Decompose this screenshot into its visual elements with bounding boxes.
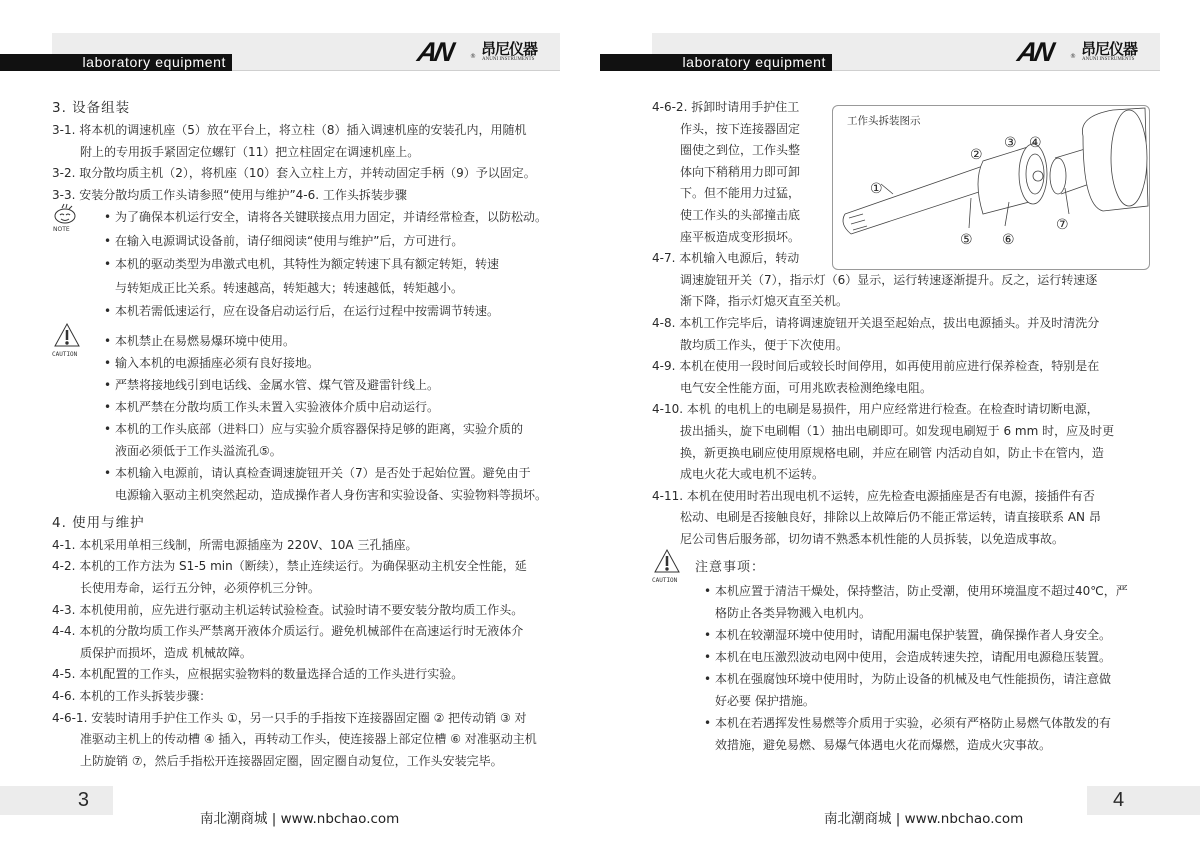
svg-text:CAUTION: CAUTION xyxy=(652,577,678,585)
instruction-item xyxy=(52,686,552,708)
instruction-item xyxy=(52,664,552,686)
footer-text: 南北潮商城 | www.nbchao.com xyxy=(824,811,1024,827)
instruction-item xyxy=(52,185,552,207)
text-line: 4-6-2. 拆卸时请用手护住工 xyxy=(652,100,800,114)
bullet-line xyxy=(52,352,552,374)
logo-en: ANUNI INSTRUMENTS xyxy=(1082,57,1135,62)
page-content xyxy=(52,97,552,772)
instruction-item xyxy=(52,120,552,163)
header-label: laboratory equipment xyxy=(600,54,832,71)
caution-block xyxy=(652,556,1152,756)
bullet-text: 与转矩成正比关系。转速越高，转矩越大；转速越低，转矩越小。 xyxy=(115,280,464,295)
text-line: 换，新更换电刷应使用原规格电刷，并应在刷管 内活动自如，防止卡在管内，造 xyxy=(680,445,1104,460)
bullet-dot: • xyxy=(104,210,112,225)
svg-text:CAUTION: CAUTION xyxy=(52,350,78,358)
bullet-line xyxy=(652,668,1152,690)
callout-5: ⑤ xyxy=(960,232,973,248)
bullet-text: 在输入电源调试设备前，请仔细阅读“使用与维护”后，方可进行。 xyxy=(115,233,464,248)
footer-text: 南北潮商城 | www.nbchao.com xyxy=(200,811,400,827)
text-line: 上防旋销 ⑦，然后手指松开连接器固定圈，固定圈自动复位，工作头安装完毕。 xyxy=(80,753,503,768)
bullet-line xyxy=(52,418,552,440)
bullet-line xyxy=(652,646,1152,668)
callout-1: ① xyxy=(870,181,883,197)
bullet-text: 好必要 保护措施。 xyxy=(715,694,815,709)
instruction-item xyxy=(52,708,552,773)
logo-mark: AN xyxy=(1014,37,1055,67)
bullet-text: 本机输入电源前，请认真检查调速旋钮开关（7）是否处于起始位置。避免由于 xyxy=(115,465,531,480)
bullet-text: 本机在电压激烈波动电网中使用，会造成转速失控，请配用电源稳压装置。 xyxy=(715,650,1112,665)
header-label: laboratory equipment xyxy=(0,54,232,71)
instruction-item xyxy=(652,356,1152,399)
bullet-line xyxy=(52,330,552,352)
logo-cn: 昂尼仪器 xyxy=(481,40,538,58)
bullet-dot: • xyxy=(104,333,112,348)
logo-cn: 昂尼仪器 xyxy=(1081,40,1138,58)
bullet-text: 本机禁止在易燃易爆环境中使用。 xyxy=(115,333,296,348)
text-line: 拔出插头，旋下电刷帽（1）抽出电刷即可。如发现电刷短于 6 mm 时，应及时更 xyxy=(680,423,1115,438)
text-line: 使工作头的头部撞击底 xyxy=(680,207,801,222)
callout-2: ② xyxy=(970,147,983,163)
bullet-line xyxy=(52,300,552,324)
text-line: 电气安全性能方面，可用兆欧表检测绝缘电阻。 xyxy=(680,380,933,395)
text-line: 4. 使用与维护 xyxy=(52,514,145,531)
bullet-line xyxy=(652,690,1152,712)
work-head-diagram xyxy=(832,105,1150,270)
bullet-text: 本机在强腐蚀环境中使用时，为防止设备的机械及电气性能损伤，请注意做 xyxy=(715,672,1112,687)
instruction-item xyxy=(52,621,552,664)
bullet-dot: • xyxy=(104,465,112,480)
instruction-item xyxy=(652,313,1152,356)
text-line: 4-4. 本机的分散均质工作头严禁离开液体介质运行。避免机械部件在高速运行时无液体介 xyxy=(52,624,524,639)
callout-6: ⑥ xyxy=(1002,232,1015,248)
bullet-text: 严禁将接地线引到电话线、金属水管、煤气管及避雷针线上。 xyxy=(115,377,440,392)
instruction-item xyxy=(52,600,552,622)
text-line: 4-5. 本机配置的工作头，应根据实验物料的数量选择合适的工作头进行实验。 xyxy=(52,667,464,682)
text-line: 4-6-1. 安装时请用手护住工作头 ①，另一只手的手指按下连接器固定圈 ② 把传动销 ③ 对 xyxy=(52,710,527,725)
bullet-dot: • xyxy=(704,584,712,599)
bullet-text: 本机的工作头底部（进料口）应与实验介质容器保持足够的距离，实验介质的 xyxy=(115,421,524,436)
bullet-dot: • xyxy=(704,672,712,687)
text-line: 尼公司售后服务部，切勿请不熟悉本机性能的人员拆装，以免造成事故。 xyxy=(680,531,1065,546)
bullet-line xyxy=(652,624,1152,646)
bullet-dot: • xyxy=(104,355,112,370)
text-line: 松动、电刷是否接触良好，排除以上故障后仍不能正常运转，请直接联系 AN 昂 xyxy=(680,510,1101,525)
logo-reg: ® xyxy=(470,53,476,60)
text-line: 3. 设备组装 xyxy=(52,100,131,116)
bullet-dot: • xyxy=(704,716,712,731)
text-line: 准驱动主机上的传动槽 ④ 插入，再转动工作头，使连接器上部定位槽 ⑥ 对准驱动主机 xyxy=(80,732,537,747)
bullet-line xyxy=(652,602,1152,624)
section-heading xyxy=(52,512,552,535)
bullet-text: 本机应置于清洁干燥处，保持整洁，防止受潮，使用环境温度不超过40℃，严 xyxy=(715,584,1128,599)
text-line: 4-6. 本机的工作头拆装步骤： xyxy=(52,689,212,704)
callout-7: ⑦ xyxy=(1056,217,1069,233)
bullet-line xyxy=(52,206,552,233)
bullet-text: 本机的驱动类型为串激式电机，其特性为额定转速下具有额定转矩，转速 xyxy=(115,257,500,272)
bullet-dot: • xyxy=(104,399,112,414)
bullet-text: 为了确保本机运行安全，请将各关键联接点用力固定，并请经常检查，以防松动。 xyxy=(115,210,548,225)
bullet-text: 效措施，避免易燃、易爆气体遇电火花而爆燃，造成火灾事故。 xyxy=(715,738,1052,753)
instruction-item xyxy=(652,399,1152,485)
text-line: 体向下稍稍用力即可卸 xyxy=(680,164,801,179)
text-line: 4-7. 本机输入电源后，转动 xyxy=(652,251,800,266)
svg-text:NOTE: NOTE xyxy=(53,226,70,233)
bullet-line xyxy=(52,253,552,277)
text-line: 4-1. 本机采用单相三线制，所需电源插座为 220V、10A 三孔插座。 xyxy=(52,537,418,552)
bullet-line xyxy=(52,230,552,254)
text-line: 圈使之到位，工作头整 xyxy=(680,143,801,158)
text-line: 渐下降，指示灯熄灭直至关机。 xyxy=(680,294,849,309)
text-line: 作头，按下连接器固定 xyxy=(680,121,801,136)
logo-mark: AN xyxy=(414,37,455,67)
bullet-text: 格防止各类异物溅入电机内。 xyxy=(715,606,872,621)
section-heading xyxy=(52,97,552,120)
instruction-item xyxy=(52,556,552,599)
bullet-line xyxy=(52,374,552,396)
text-line: 质保护而损坏，造成 机械故障。 xyxy=(80,645,252,660)
page-number: 3 xyxy=(0,786,113,815)
bullet-line xyxy=(52,440,552,462)
bullet-line xyxy=(652,580,1152,602)
bullet-dot: • xyxy=(104,233,112,248)
text-line: 3-2. 取分散均质主机（2），将机座（10）套入立柱上方，并转动固定手柄（9）予以固定。 xyxy=(52,166,536,181)
bullet-text: 液面必须低于工作头溢流孔⑤。 xyxy=(115,443,282,458)
logo-reg: ® xyxy=(1070,53,1076,60)
notice-title: 注意事项： xyxy=(695,560,766,576)
logo-en: ANUNI INSTRUMENTS xyxy=(482,57,535,62)
text-line: 4-10. 本机 的电机上的电刷是易损件，用户应经常进行检查。在检查时请切断电源， xyxy=(652,402,1099,417)
bullet-line xyxy=(52,484,552,506)
text-line: 座平板造成变形损坏。 xyxy=(680,229,801,244)
bullet-line xyxy=(52,277,552,301)
anuni-logo xyxy=(1014,37,1138,67)
diagram-title: 工作头拆装图示 xyxy=(847,115,921,127)
text-line: 散均质工作头，便于下次使用。 xyxy=(680,337,849,352)
caution-block xyxy=(52,330,552,506)
text-line: 4-9. 本机在使用一段时间后或较长时间停用，如再使用前应进行保养检查，特别是在 xyxy=(652,359,1100,374)
bullet-dot: • xyxy=(704,650,712,665)
bullet-dot: • xyxy=(104,257,112,272)
bullet-text: 本机在若遇挥发性易燃等介质用于实验，必须有严格防止易燃气体散发的有 xyxy=(715,716,1112,731)
bullet-text: 输入本机的电源插座必须有良好接地。 xyxy=(115,355,320,370)
callout-3: ③ xyxy=(1004,135,1017,151)
text-line: 调速旋钮开关（7），指示灯（6）显示，运行转速逐渐提升。反之，运行转速逐 xyxy=(680,272,1098,287)
bullet-line xyxy=(52,462,552,484)
text-line: 成电火花大或电机不运转。 xyxy=(680,467,825,482)
page-number: 4 xyxy=(1087,786,1200,815)
bullet-text: 电源输入驱动主机突然起动，造成操作者人身伤害和实验设备、实验物料等损坏。 xyxy=(115,487,548,502)
text-line: 4-11. 本机在使用时若出现电机不运转，应先检查电源插座是否有电源，接插件有否 xyxy=(652,488,1095,503)
text-line: 4-8. 本机工作完毕后，请将调速旋钮开关退至起始点，拔出电源插头。并及时清洗分 xyxy=(652,315,1100,330)
bullet-text: 本机严禁在分散均质工作头未置入实验液体介质中启动运行。 xyxy=(115,399,440,414)
bullet-text: 本机若需低速运行，应在设备启动运行后，在运行过程中按需调节转速。 xyxy=(115,304,500,319)
instruction-item xyxy=(52,535,552,557)
callout-4: ④ xyxy=(1029,135,1042,151)
text-line: 附上的专用扳手紧固定位螺钉（11）把立柱固定在调速机座上。 xyxy=(80,144,420,159)
bullet-text: 本机在较潮湿环境中使用时，请配用漏电保护装置，确保操作者人身安全。 xyxy=(715,628,1112,643)
bullet-line xyxy=(652,712,1152,734)
text-line: 长使用寿命，运行五分钟，必须停机三分钟。 xyxy=(80,581,321,596)
text-line: 4-2. 本机的工作方法为 S1-5 min（断续），禁止连续运行。为确保驱动主机安全性能，延 xyxy=(52,559,527,574)
page-4 xyxy=(600,0,1200,848)
text-line: 3-3. 安装分散均质工作头请参照“使用与维护”4-6. 工作头拆装步骤 xyxy=(52,187,407,202)
bullet-dot: • xyxy=(104,304,112,319)
text-line: 4-3. 本机使用前，应先进行驱动主机运转试验检查。试验时请不要安装分散均质工作头。 xyxy=(52,602,524,617)
text-line: 3-1. 将本机的调速机座（5）放在平台上，将立柱（8）插入调速机座的安装孔内，用随机 xyxy=(52,123,527,137)
bullet-dot: • xyxy=(104,421,112,436)
text-line: 下。但不能用力过猛， xyxy=(680,186,801,201)
bullet-dot: • xyxy=(104,377,112,392)
note-block xyxy=(52,206,552,324)
bullet-dot: • xyxy=(704,628,712,643)
instruction-item xyxy=(52,163,552,185)
bullet-line xyxy=(52,396,552,418)
bullet-line xyxy=(652,734,1152,756)
anuni-logo xyxy=(414,37,538,67)
instruction-item xyxy=(652,486,1152,551)
